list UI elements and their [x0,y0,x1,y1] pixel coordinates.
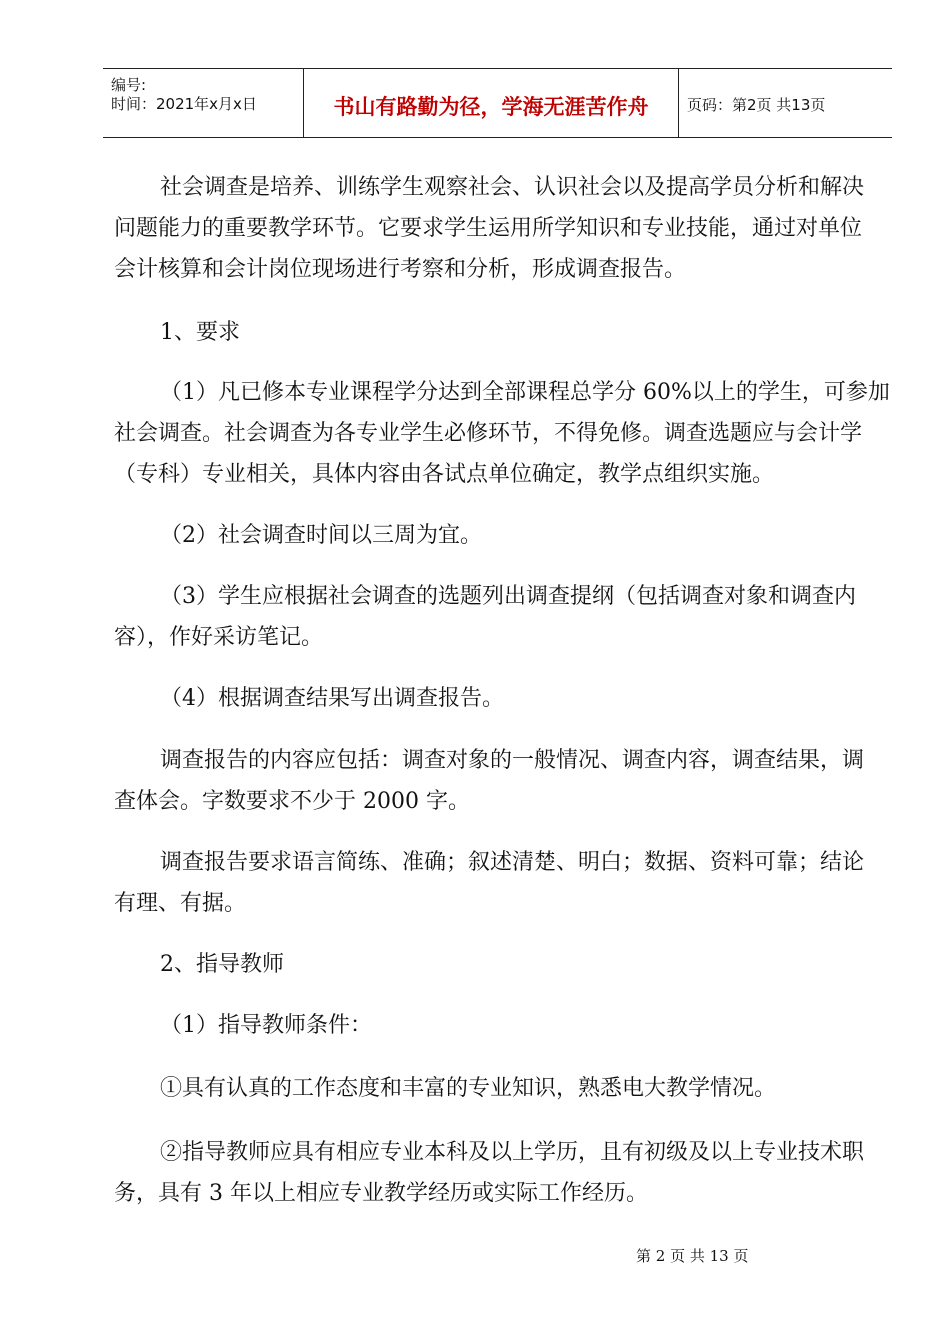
section-1-title: 1、要求 [160,320,240,345]
section-2-title: 2、指导教师 [160,952,284,977]
item-3-line-2: 容），作好采访笔记。 [114,625,324,650]
report-content-line-2: 查体会。字数要求不少于 2000 字。 [114,789,470,814]
header-motto: 书山有路勤为径，学海无涯苦作舟 [333,95,649,119]
item-1-line-3: （专科）专业相关，具体内容由各试点单位确定，教学点组织实施。 [114,462,775,487]
page-header [103,68,892,138]
report-content-line-1: 调查报告的内容应包括：调查对象的一般情况、调查内容，调查结果，调 [160,748,865,773]
header-right-cell [679,69,892,137]
header-motto-cell [303,69,679,137]
subsection-1-title: （1）指导教师条件： [160,1013,372,1038]
intro-line-2: 问题能力的重要教学环节。它要求学生运用所学知识和专业技能，通过对单位 [114,216,863,241]
item-2: （2）社会调查时间以三周为宜。 [160,523,482,548]
condition-2-line-2: 务，具有 3 年以上相应专业教学经历或实际工作经历。 [114,1181,648,1206]
item-1-line-2: 社会调查。社会调查为各专业学生必修环节，不得免修。调查选题应与会计学 [114,421,863,446]
document-number-label: 编号: [111,76,147,94]
item-1-line-1: （1）凡已修本专业课程学分达到全部课程总学分 60%以上的学生，可参加 [160,380,890,405]
intro-line-3: 会计核算和会计岗位现场进行考察和分析，形成调查报告。 [114,257,687,282]
item-3-line-1: （3）学生应根据社会调查的选题列出调查提纲（包括调查对象和调查内 [160,584,856,609]
header-left-cell [103,69,303,137]
item-4: （4）根据调查结果写出调查报告。 [160,686,504,711]
header-page-info: 页码：第2页 共13页 [687,96,826,114]
report-requirements-line-1: 调查报告要求语言简练、准确；叙述清楚、明白；数据、资料可靠；结论 [160,850,865,875]
intro-line-1: 社会调查是培养、训练学生观察社会、认识社会以及提高学员分析和解决 [160,175,865,200]
condition-2-line-1: ②指导教师应具有相应专业本科及以上学历，且有初级及以上专业技术职 [160,1140,865,1165]
document-date: 时间：2021年x月x日 [111,95,257,113]
page-footer: 第 2 页 共 13 页 [636,1247,749,1265]
report-requirements-line-2: 有理、有据。 [114,891,247,916]
condition-1: ①具有认真的工作态度和丰富的专业知识，熟悉电大教学情况。 [160,1076,777,1101]
